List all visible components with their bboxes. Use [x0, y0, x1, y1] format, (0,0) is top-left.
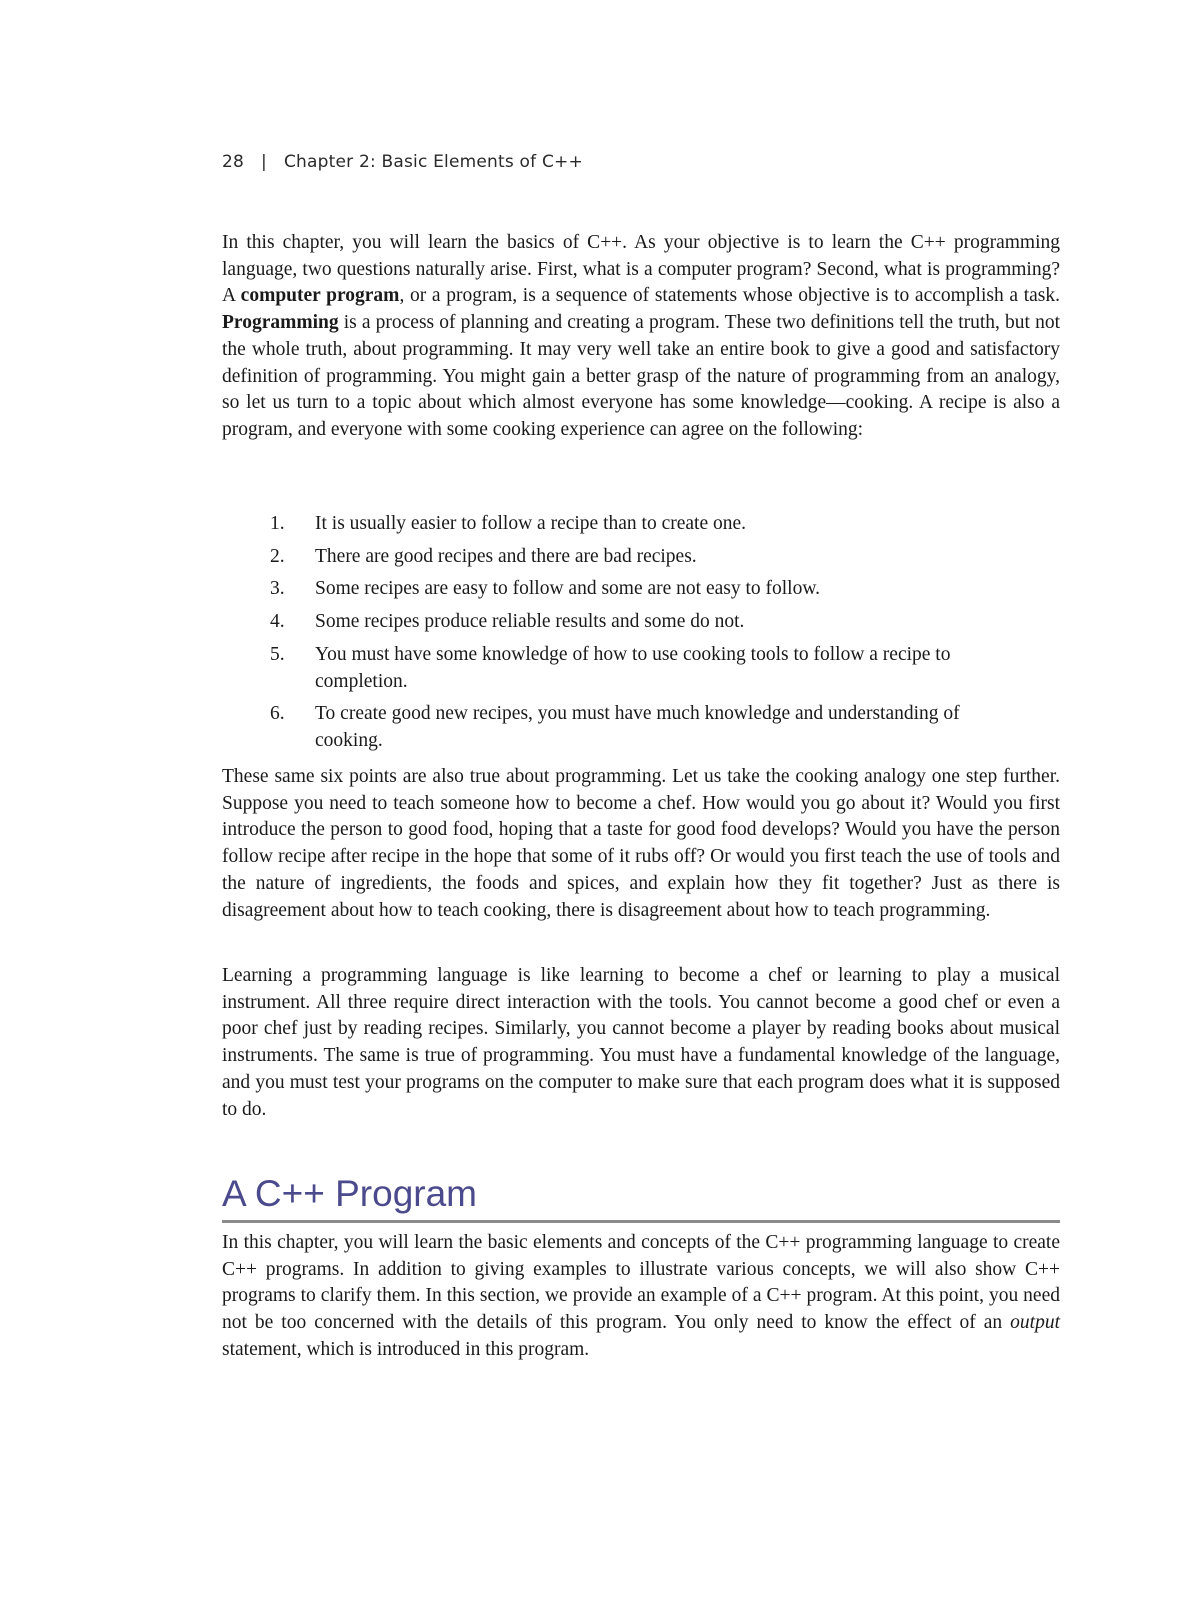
six-points-paragraph: These same six points are also true about programming. Let us take the cooking analogy one step further. Suppose you need to teach someone how to become a chef. How would you go about it? Would you first introduce the person to good food, hoping that a taste for good food develops? Would you have the person follow recipe after recipe in the hope that some of it rubs off? Or would you first teach the use of tools and the nature of ingredients, the foods and spices, and explain how they fit together? Just as there is disagreement about how to teach cooking, there is disagreement about how to teach programming. [222, 766, 1060, 921]
section-text-1: In this chapter, you will learn the basic elements and concepts of the C++ programming language to create C++ programs. In addition to giving examples to illustrate various concepts, we will also show C++ programs to clarify them. In this section, we provide an example of a C++ program. At this point, you need not be too concerned with the details of this program. You only need to know the effect of an [222, 1232, 1060, 1334]
list-item [222, 544, 965, 571]
section-text-2: statement, which is introduced in this program. [222, 1338, 590, 1360]
list-item-text: You must have some knowledge of how to use cooking tools to follow a recipe to completion. [315, 643, 951, 692]
section-heading: A C++ Program [222, 1173, 478, 1214]
list-item-number: 3. [270, 578, 285, 600]
term-output: output [1010, 1312, 1060, 1334]
list-item-text: Some recipes are easy to follow and some are not easy to follow. [315, 578, 821, 600]
list-item-number: 2. [270, 545, 285, 567]
list-item [222, 609, 965, 636]
list-item-number: 6. [270, 703, 285, 725]
term-programming: Programming [222, 312, 339, 334]
list-item-text: To create good new recipes, you must have much knowledge and understanding of cooking. [315, 703, 960, 751]
list-item-number: 1. [270, 513, 285, 534]
chapter-title: Chapter 2: Basic Elements of C++ [283, 152, 583, 172]
list-item [222, 576, 965, 603]
term-computer-program: computer program [240, 285, 400, 307]
section-divider [222, 1220, 1060, 1223]
page-number: 28 [222, 152, 245, 172]
list-item [222, 642, 965, 695]
section-paragraph [222, 1230, 1060, 1364]
list-item-text: It is usually easier to follow a recipe than to create one. [315, 513, 746, 534]
intro-text-3: is a process of planning and creating a program. These two definitions tell the truth, but not the whole truth, about programming. It may very well take an entire book to give a good and satisfactory definition of programming. You might gain a better grasp of the nature of programming from an analogy, so let us turn to a topic about which almost everyone has some knowledge—cooking. A recipe is also a program, and everyone with some cooking experience can agree on the following: [222, 312, 1060, 440]
list-item-number: 4. [270, 611, 285, 633]
list-item-text: There are good recipes and there are bad recipes. [315, 545, 697, 567]
running-head [222, 152, 583, 172]
running-head-separator: | [261, 152, 267, 172]
list-item [222, 701, 965, 754]
intro-paragraph [222, 230, 1060, 444]
intro-text-1: In this chapter, you will learn the basics of C++. As your objective is to learn the C++ programming language, two questions naturally arise. First, what is a computer program? Second, what is programming? A [222, 232, 1060, 307]
list-item-number: 5. [270, 643, 285, 665]
recipe-points-list [222, 511, 1060, 761]
list-item-text: Some recipes produce reliable results and some do not. [315, 611, 745, 633]
list-item [222, 511, 965, 538]
learning-paragraph: Learning a programming language is like learning to become a chef or learning to play a musical instrument. All three require direct interaction with the tools. You cannot become a good chef or even a poor chef just by reading recipes. Similarly, you cannot become a player by reading books about musical instruments. The same is true of programming. You must have a fundamental knowledge of the language, and you must test your programs on the computer to make sure that each program does what it is supposed to do. [222, 965, 1060, 1120]
intro-text-2: , or a program, is a sequence of statements whose objective is to accomplish a task. [399, 285, 1060, 307]
